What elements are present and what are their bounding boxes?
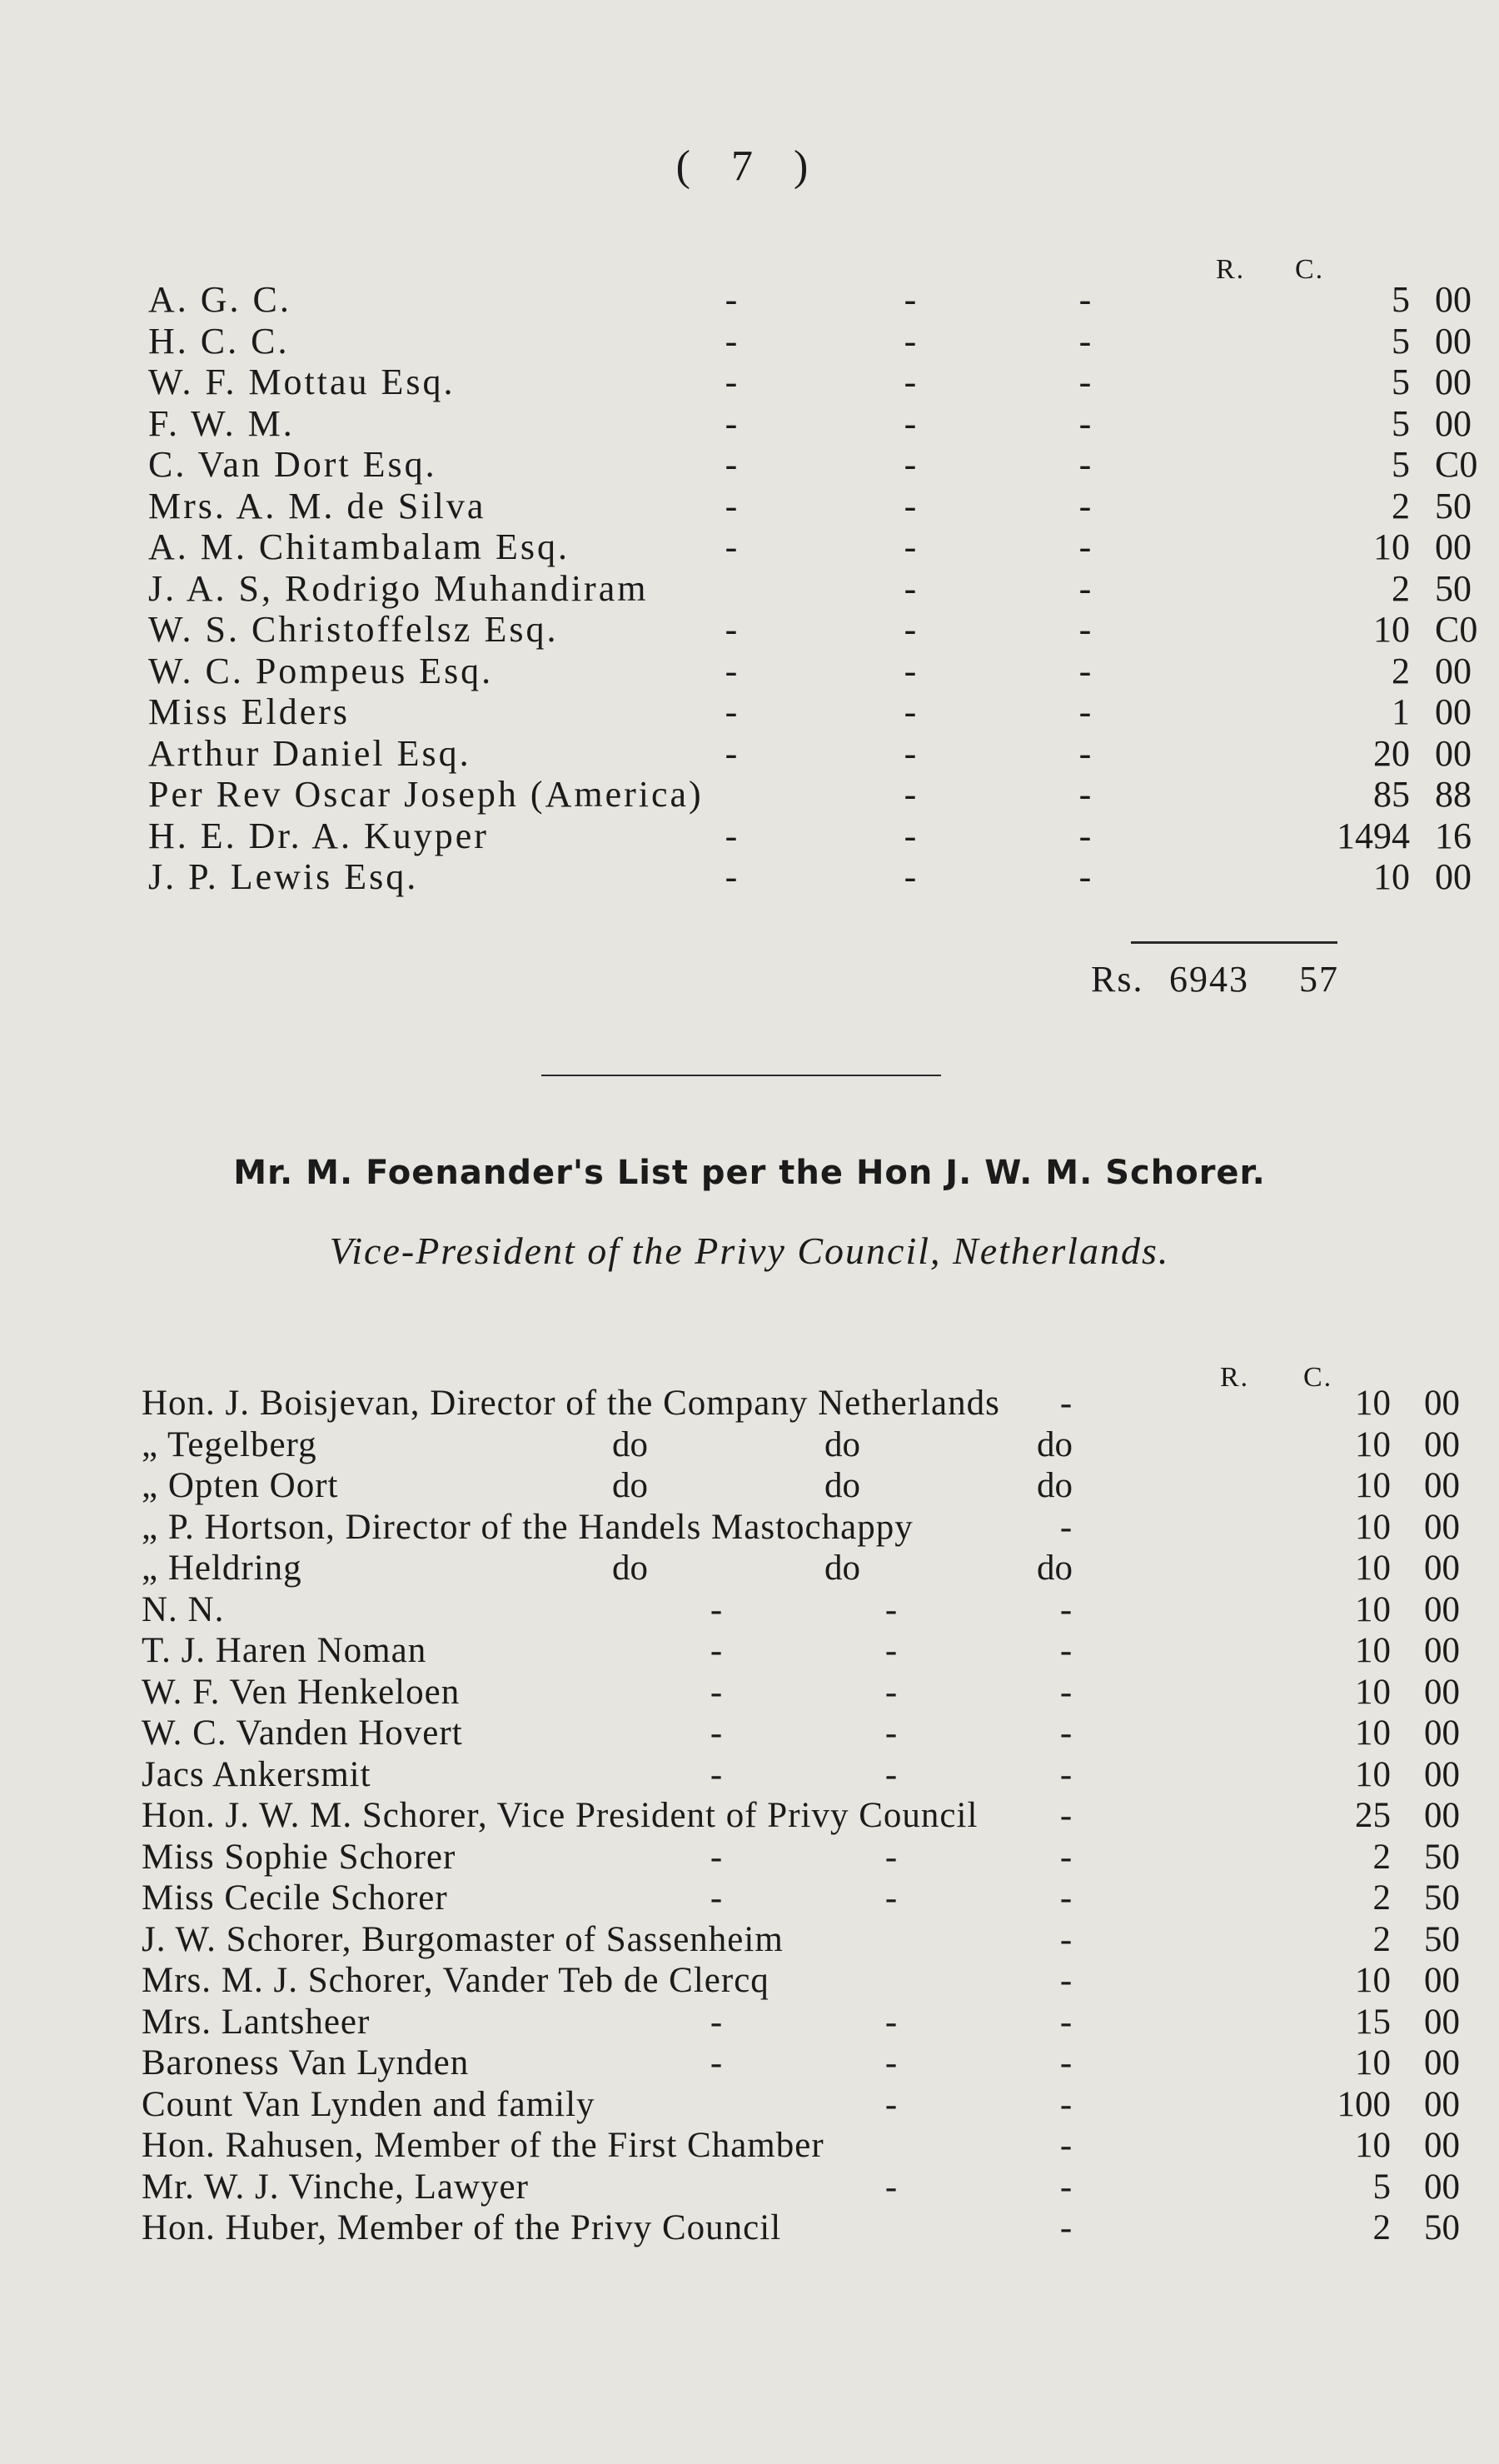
entry-name: Mrs. A. M. de Silva: [148, 485, 486, 526]
leader-dash: -: [725, 609, 738, 650]
leader-dash: -: [904, 402, 917, 444]
ditto-mark: do: [1037, 1466, 1073, 1505]
leader-dash: -: [904, 856, 917, 897]
ditto-mark: do: [612, 1466, 648, 1505]
list-item: [142, 1507, 1460, 1548]
leader-dash: -: [1078, 650, 1092, 691]
leader-dash: -: [725, 815, 738, 856]
amount-rupees: 15: [1355, 2002, 1391, 2042]
entry-name: W. C. Pompeus Esq.: [148, 650, 494, 691]
list-item: [142, 1589, 1460, 1630]
amount-cents: 00: [1424, 1384, 1460, 1423]
list2-heading: Mr. M. Foenander's List per the Hon J. W. M. Schorer.: [233, 1154, 1266, 1192]
list2-col-r-header: R.: [1220, 1362, 1250, 1393]
entry-name: T. J. Haren Noman: [142, 1631, 427, 1670]
amount-rupees: 5: [1392, 402, 1410, 444]
amount-rupees: 10: [1355, 1384, 1391, 1423]
list-item: [142, 1383, 1460, 1424]
leader-dash: -: [1078, 609, 1092, 650]
amount-rupees: 10: [1355, 1713, 1391, 1753]
amount-cents: 00: [1424, 2167, 1460, 2207]
amount-cents: 00: [1424, 1672, 1460, 1712]
leader-dash: -: [884, 1713, 898, 1753]
amount-rupees: 10: [1355, 1754, 1391, 1794]
list-item: [142, 1878, 1460, 1918]
list-item: [148, 526, 1472, 568]
leader-dash: -: [725, 444, 738, 485]
amount-cents: 00: [1424, 2002, 1460, 2042]
entry-name: A. G. C.: [148, 279, 291, 320]
leader-dash: -: [904, 279, 917, 320]
leader-dash: -: [1078, 485, 1092, 526]
entry-name: W. F. Mottau Esq.: [148, 362, 456, 402]
entry-name: „ Opten Oort: [142, 1466, 339, 1505]
leader-dash: -: [1059, 1837, 1073, 1877]
list-item: [142, 1672, 1460, 1713]
leader-dash: -: [710, 2002, 723, 2042]
entry-name: Per Rev Oscar Joseph (America): [148, 774, 704, 815]
leader-dash: -: [1059, 1919, 1073, 1959]
amount-rupees: 20: [1373, 732, 1410, 774]
entry-name: Miss Cecile Schorer: [142, 1878, 448, 1918]
entry-name: „ Tegelberg: [142, 1424, 317, 1464]
entry-name: H. C. C.: [148, 320, 290, 362]
leader-dash: -: [904, 485, 917, 526]
leader-dash: -: [1078, 815, 1092, 856]
leader-dash: -: [884, 2043, 898, 2082]
leader-dash: -: [884, 2002, 898, 2042]
leader-dash: -: [725, 650, 738, 691]
list2-col-c-header: C.: [1303, 1362, 1333, 1393]
amount-cents: 00: [1424, 1466, 1460, 1505]
list-item: [148, 732, 1472, 775]
amount-rupees: 10: [1373, 526, 1410, 567]
leader-dash: -: [1059, 2126, 1073, 2165]
entry-name: Hon. Huber, Member of the Privy Council: [142, 2208, 782, 2247]
amount-cents: 00: [1424, 2126, 1460, 2165]
amount-rupees: 2: [1372, 1837, 1391, 1877]
amount-cents: 50: [1424, 1837, 1460, 1877]
entry-name: Mr. W. J. Vinche, Lawyer: [142, 2167, 529, 2207]
amount-cents: 00: [1424, 1631, 1460, 1670]
list-item: [148, 362, 1472, 403]
leader-dash: -: [1059, 1713, 1073, 1753]
leader-dash: -: [725, 856, 738, 897]
leader-dash: -: [1059, 2043, 1073, 2082]
amount-cents: 00: [1435, 650, 1472, 691]
amount-rupees: 10: [1355, 1507, 1391, 1547]
leader-dash: -: [1078, 526, 1092, 567]
leader-dash: -: [904, 567, 917, 609]
amount-rupees: 10: [1373, 609, 1410, 650]
amount-rupees: 10: [1355, 1549, 1391, 1588]
leader-dash: -: [1059, 1631, 1073, 1670]
leader-dash: -: [710, 1754, 723, 1794]
leader-dash: -: [1078, 279, 1092, 320]
amount-rupees: 10: [1355, 1631, 1391, 1670]
list-item: [142, 1837, 1460, 1878]
leader-dash: -: [884, 1754, 898, 1794]
amount-rupees: 5: [1372, 2167, 1391, 2207]
ditto-mark: do: [824, 1466, 860, 1505]
leader-dash: -: [1059, 1507, 1073, 1547]
leader-dash: -: [904, 732, 917, 774]
list-item: [142, 2125, 1460, 2166]
leader-dash: -: [884, 1589, 898, 1629]
entry-name: Arthur Daniel Esq.: [148, 732, 471, 774]
leader-dash: -: [1078, 362, 1092, 402]
list-item: [148, 856, 1472, 898]
list-item: [142, 2167, 1460, 2207]
amount-cents: 00: [1424, 1796, 1460, 1835]
amount-rupees: 10: [1355, 1961, 1391, 2000]
total-rule: [1131, 941, 1337, 944]
leader-dash: -: [725, 485, 738, 526]
list-item: [148, 485, 1472, 527]
amount-rupees: 1494: [1337, 815, 1410, 856]
list-item: [142, 2043, 1460, 2083]
leader-dash: -: [1059, 1754, 1073, 1794]
list-item: [148, 402, 1472, 445]
leader-dash: -: [1078, 732, 1092, 774]
list-item: [142, 2084, 1460, 2125]
amount-rupees: 10: [1355, 1589, 1391, 1629]
entry-name: Hon. J. W. M. Schorer, Vice President of Privy Council: [142, 1796, 979, 1835]
amount-rupees: 2: [1372, 2208, 1391, 2247]
amount-cents: 00: [1424, 1713, 1460, 1753]
leader-dash: -: [904, 650, 917, 691]
amount-cents: 00: [1435, 402, 1472, 444]
amount-cents: 00: [1424, 2084, 1460, 2124]
amount-cents: C0: [1435, 444, 1478, 485]
list-item: [142, 1630, 1460, 1671]
list-item: [148, 774, 1472, 816]
leader-dash: -: [1078, 856, 1092, 897]
entry-name: W. F. Ven Henkeloen: [142, 1672, 461, 1712]
leader-dash: -: [904, 691, 917, 732]
amount-rupees: 2: [1372, 1919, 1391, 1959]
leader-dash: -: [725, 279, 738, 320]
leader-dash: -: [710, 1589, 723, 1629]
leader-dash: -: [904, 444, 917, 485]
leader-dash: -: [1059, 2002, 1073, 2042]
leader-dash: -: [710, 1631, 723, 1670]
entry-name: Baroness Van Lynden: [142, 2043, 470, 2082]
amount-cents: 50: [1424, 1878, 1460, 1918]
amount-rupees: 5: [1392, 362, 1410, 402]
leader-dash: -: [725, 362, 738, 402]
leader-dash: -: [1078, 444, 1092, 485]
leader-dash: -: [725, 320, 738, 362]
amount-rupees: 85: [1373, 774, 1410, 815]
amount-cents: 50: [1424, 1919, 1460, 1959]
entry-name: C. Van Dort Esq.: [148, 444, 437, 485]
list-item: [142, 1548, 1460, 1589]
list-item: [148, 567, 1472, 610]
entry-name: F. W. M.: [148, 402, 295, 444]
entry-name: Miss Sophie Schorer: [142, 1837, 456, 1877]
leader-dash: -: [904, 362, 917, 402]
amount-cents: C0: [1435, 609, 1478, 650]
amount-rupees: 10: [1355, 2126, 1391, 2165]
leader-dash: -: [904, 526, 917, 567]
entry-name: A. M. Chitambalam Esq.: [148, 526, 570, 567]
entry-name: „ Heldring: [142, 1549, 302, 1588]
list-item: [148, 691, 1472, 733]
leader-dash: -: [1059, 1672, 1073, 1712]
amount-cents: 50: [1435, 567, 1472, 609]
amount-cents: 00: [1424, 2043, 1460, 2082]
list-item: [142, 1960, 1460, 2001]
entry-name: N. N.: [142, 1589, 225, 1629]
list-item: [148, 279, 1472, 321]
amount-cents: 00: [1424, 1961, 1460, 2000]
amount-cents: 88: [1435, 774, 1472, 815]
entry-name: Mrs. M. J. Schorer, Vander Teb de Clercq: [142, 1961, 769, 2000]
leader-dash: -: [884, 1631, 898, 1670]
amount-rupees: 5: [1392, 444, 1410, 485]
amount-cents: 16: [1435, 815, 1472, 856]
leader-dash: -: [884, 2167, 898, 2207]
section-divider: [541, 1075, 941, 1076]
entry-name: Hon. Rahusen, Member of the First Chamber: [142, 2126, 824, 2165]
leader-dash: -: [1078, 320, 1092, 362]
list-item: [148, 444, 1478, 486]
total-cents: 57: [1299, 959, 1339, 1000]
leader-dash: -: [725, 732, 738, 774]
ditto-mark: do: [612, 1549, 648, 1588]
page-number: ( 7 ): [675, 142, 824, 190]
amount-cents: 00: [1424, 1589, 1460, 1629]
entry-name: Hon. J. Boisjevan, Director of the Company Netherlands: [142, 1384, 1000, 1423]
entry-name: J. P. Lewis Esq.: [148, 856, 419, 897]
entry-name: J. A. S, Rodrigo Muhandiram: [148, 567, 649, 609]
amount-rupees: 2: [1372, 1878, 1391, 1918]
amount-rupees: 25: [1355, 1796, 1391, 1835]
leader-dash: -: [904, 815, 917, 856]
amount-cents: 50: [1435, 485, 1472, 526]
list-item: [142, 1713, 1460, 1753]
total-label: Rs.: [1091, 959, 1144, 1000]
leader-dash: -: [1059, 2167, 1073, 2207]
amount-rupees: 1: [1392, 691, 1410, 732]
leader-dash: -: [904, 774, 917, 815]
leader-dash: -: [884, 1837, 898, 1877]
leader-dash: -: [1059, 1589, 1073, 1629]
leader-dash: -: [884, 1672, 898, 1712]
amount-cents: 00: [1435, 732, 1472, 774]
amount-cents: 00: [1435, 362, 1472, 402]
list2-subheading: Vice-President of the Privy Council, Netherlands.: [329, 1230, 1170, 1272]
ditto-mark: do: [612, 1424, 648, 1464]
list-item: [148, 609, 1478, 651]
leader-dash: -: [904, 320, 917, 362]
amount-rupees: 10: [1355, 1466, 1391, 1505]
leader-dash: -: [1059, 2084, 1073, 2124]
leader-dash: -: [884, 2084, 898, 2124]
amount-rupees: 5: [1392, 279, 1410, 320]
amount-cents: 00: [1424, 1754, 1460, 1794]
list-item: [148, 650, 1472, 692]
leader-dash: -: [710, 1672, 723, 1712]
amount-rupees: 10: [1355, 1424, 1391, 1464]
amount-rupees: 10: [1373, 856, 1410, 897]
amount-cents: 00: [1435, 691, 1472, 732]
amount-rupees: 2: [1392, 485, 1410, 526]
list-item: [142, 2207, 1460, 2248]
leader-dash: -: [1078, 774, 1092, 815]
leader-dash: -: [884, 1878, 898, 1918]
amount-cents: 00: [1435, 526, 1472, 567]
leader-dash: -: [710, 1713, 723, 1753]
leader-dash: -: [710, 1837, 723, 1877]
leader-dash: -: [1059, 2208, 1073, 2247]
list1-col-r-header: R.: [1216, 254, 1246, 285]
list1-col-c-header: C.: [1295, 254, 1325, 285]
leader-dash: -: [1078, 567, 1092, 609]
ditto-mark: do: [824, 1549, 860, 1588]
list-item: [142, 1919, 1460, 1960]
amount-rupees: 10: [1355, 1672, 1391, 1712]
leader-dash: -: [725, 526, 738, 567]
amount-cents: 00: [1424, 1549, 1460, 1588]
list-item: [148, 815, 1472, 857]
list-item: [142, 1795, 1460, 1836]
ditto-mark: do: [824, 1424, 860, 1464]
amount-cents: 00: [1424, 1507, 1460, 1547]
entry-name: W. S. Christoffelsz Esq.: [148, 609, 559, 650]
leader-dash: -: [710, 2043, 723, 2082]
amount-cents: 00: [1435, 279, 1472, 320]
total-rupees: 6943: [1169, 959, 1249, 1000]
leader-dash: -: [710, 1878, 723, 1918]
amount-cents: 00: [1435, 856, 1472, 897]
leader-dash: -: [904, 609, 917, 650]
list-item: [142, 1465, 1460, 1506]
entry-name: Miss Elders: [148, 691, 350, 732]
entry-name: „ P. Hortson, Director of the Handels Mastochappy: [142, 1507, 914, 1547]
ditto-mark: do: [1037, 1424, 1073, 1464]
amount-cents: 00: [1424, 1424, 1460, 1464]
entry-name: W. C. Vanden Hovert: [142, 1713, 463, 1753]
ditto-mark: do: [1037, 1549, 1073, 1588]
entry-name: J. W. Schorer, Burgomaster of Sassenheim: [142, 1919, 784, 1959]
list-item: [148, 320, 1472, 362]
amount-rupees: 10: [1355, 2043, 1391, 2082]
leader-dash: -: [1059, 1961, 1073, 2000]
entry-name: Mrs. Lantsheer: [142, 2002, 371, 2042]
amount-rupees: 2: [1392, 650, 1410, 691]
entry-name: H. E. Dr. A. Kuyper: [148, 815, 489, 856]
entry-name: Jacs Ankersmit: [142, 1754, 371, 1794]
list-item: [142, 2002, 1460, 2043]
leader-dash: -: [725, 402, 738, 444]
leader-dash: -: [1078, 691, 1092, 732]
leader-dash: -: [1078, 402, 1092, 444]
leader-dash: -: [1059, 1878, 1073, 1918]
leader-dash: -: [1059, 1384, 1073, 1423]
amount-rupees: 100: [1337, 2084, 1391, 2124]
list-item: [142, 1754, 1460, 1795]
amount-rupees: 2: [1392, 567, 1410, 609]
entry-name: Count Van Lynden and family: [142, 2084, 595, 2124]
amount-rupees: 5: [1392, 320, 1410, 362]
amount-cents: 50: [1424, 2208, 1460, 2247]
list-item: [142, 1424, 1460, 1465]
amount-cents: 00: [1435, 320, 1472, 362]
leader-dash: -: [725, 691, 738, 732]
leader-dash: -: [1059, 1796, 1073, 1835]
